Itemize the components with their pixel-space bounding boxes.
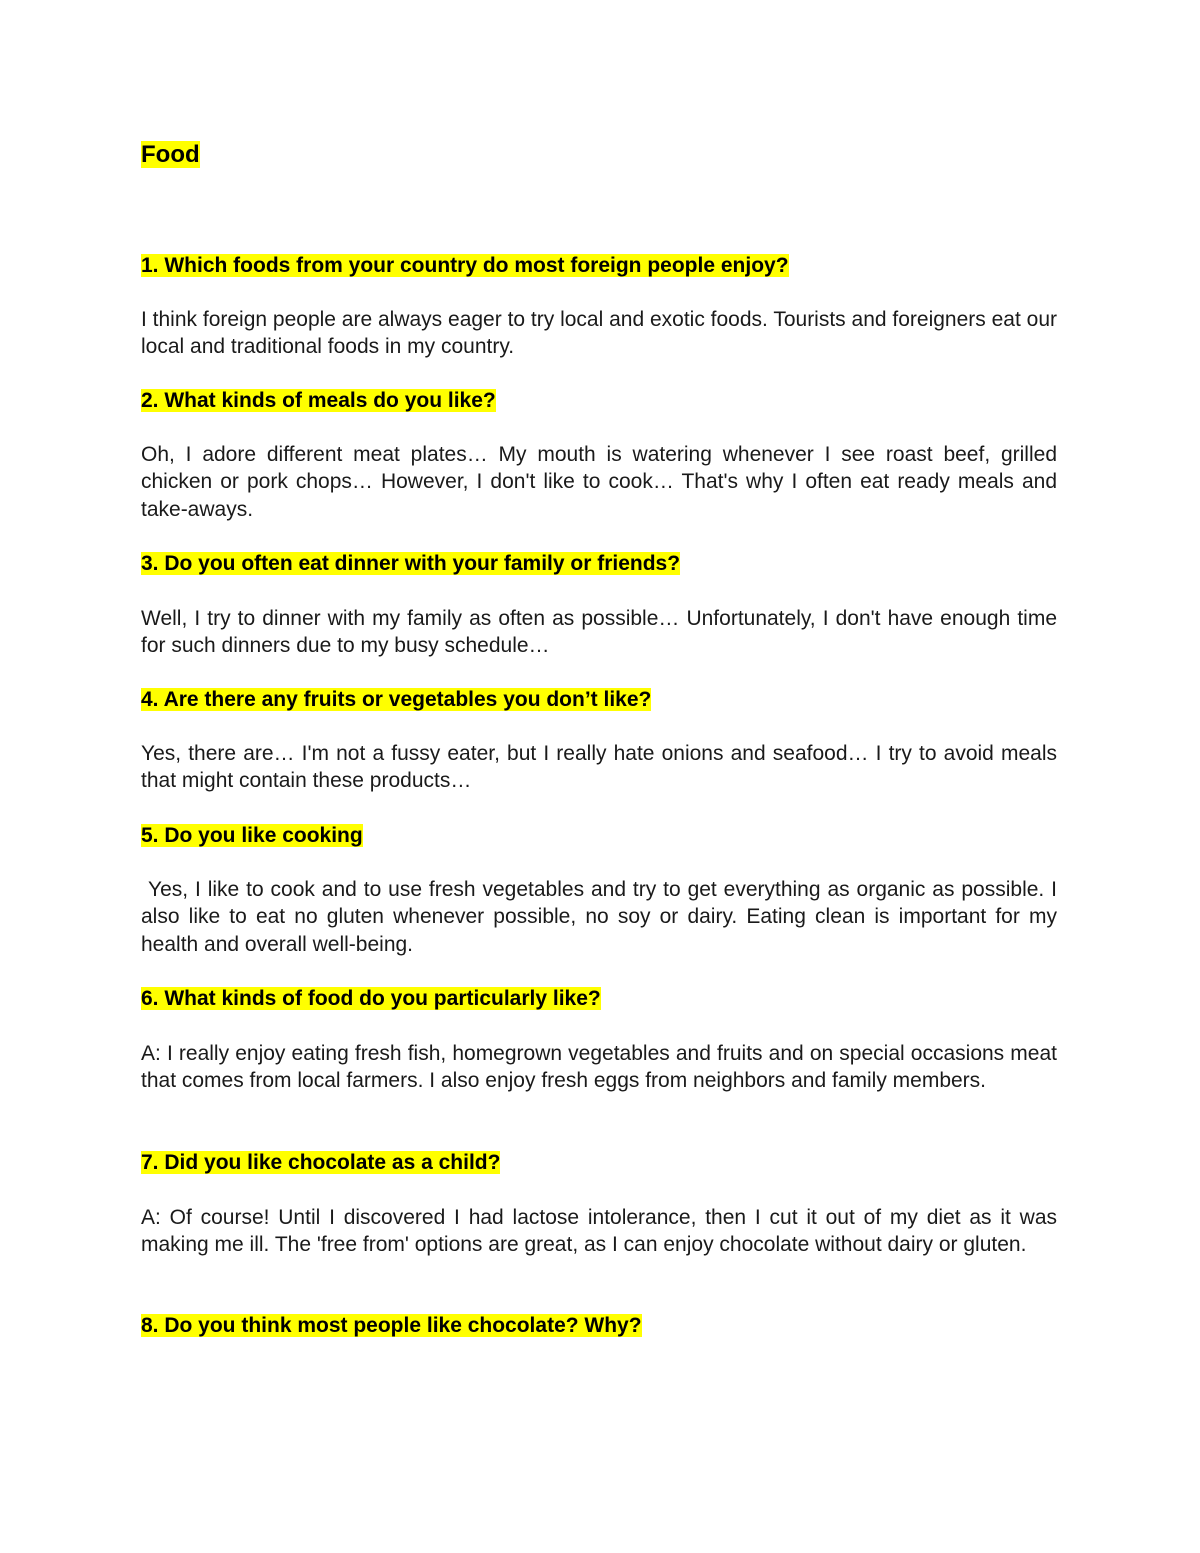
answer-5: Yes, I like to cook and to use fresh vegetables and try to get everything as organic as possible. I also like to eat no gluten whenever possible, no soy or dairy. Eating clean is important for my health and overall well-being. — [141, 878, 1057, 956]
answer-1: I think foreign people are always eager to try local and exotic foods. Tourists and foreigners eat our local and traditional foods in my country. — [141, 308, 1057, 359]
answer-6: A: I really enjoy eating fresh fish, homegrown vegetables and fruits and on special occasions meat that comes from local farmers. I also enjoy fresh eggs from neighbors and family members. — [141, 1042, 1057, 1093]
question-2: 2. What kinds of meals do you like? — [141, 389, 496, 412]
answer-4: Yes, there are… I'm not a fussy eater, but I really hate onions and seafood… I try to avoid meals that might contain these products… — [141, 742, 1057, 793]
question-5: 5. Do you like cooking — [141, 824, 363, 847]
answer-3: Well, I try to dinner with my family as often as possible… Unfortunately, I don't have enough time for such dinners due to my busy schedule… — [141, 607, 1057, 658]
answer-2: Oh, I adore different meat plates… My mouth is watering whenever I see roast beef, grilled chicken or pork chops… However, I don't like to cook… That's why I often eat ready meals and take-aways. — [141, 443, 1057, 521]
question-8: 8. Do you think most people like chocolate? Why? — [141, 1314, 642, 1337]
question-3: 3. Do you often eat dinner with your family or friends? — [141, 552, 681, 575]
question-4: 4. Are there any fruits or vegetables you don’t like? — [141, 688, 652, 711]
answer-7: A: Of course! Until I discovered I had lactose intolerance, then I cut it out of my diet as it was making me ill. The 'free from' options are great, as I can enjoy chocolate without dairy or gluten. — [141, 1206, 1057, 1257]
question-7: 7. Did you like chocolate as a child? — [141, 1151, 501, 1174]
title-highlight: Food — [141, 141, 200, 168]
page-title — [141, 139, 200, 171]
question-1: 1. Which foods from your country do most foreign people enjoy? — [141, 254, 789, 277]
question-6: 6. What kinds of food do you particularly like? — [141, 987, 601, 1010]
